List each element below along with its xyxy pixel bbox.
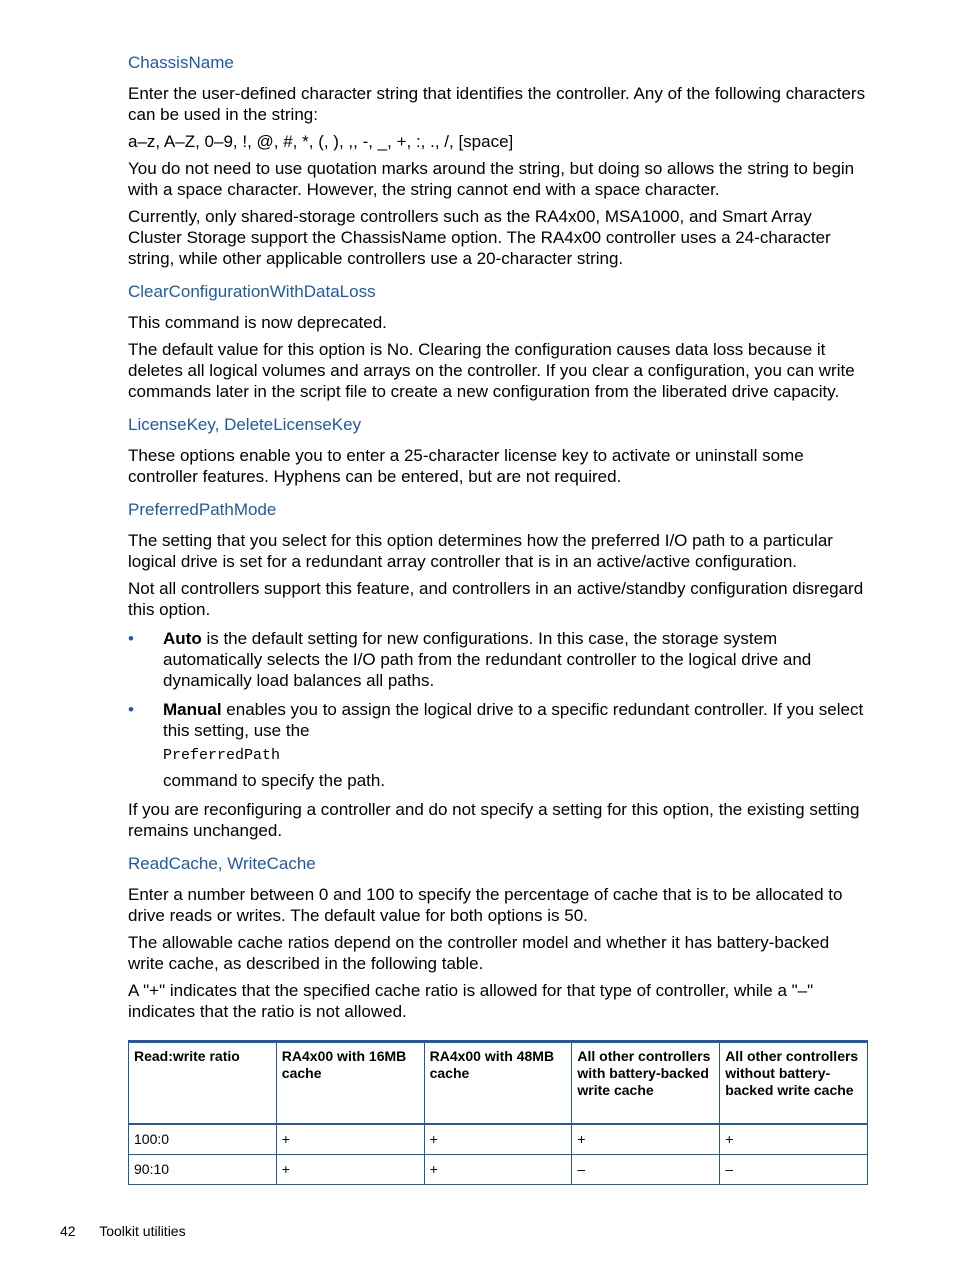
heading-licensekey: LicenseKey, DeleteLicenseKey <box>128 415 362 434</box>
section-chassisname <box>128 52 868 269</box>
term-auto: Auto <box>163 629 202 648</box>
paragraph: a–z, A–Z, 0–9, !, @, #, *, (, ), ,, -, _, +, :, ., /, [space] <box>128 132 514 151</box>
column-header: All other controllers without battery-backed write cache <box>720 1042 868 1125</box>
heading-chassisname: ChassisName <box>128 53 234 72</box>
table-header-row <box>129 1042 868 1125</box>
column-header: All other controllers with battery-backed write cache <box>572 1042 720 1125</box>
table-cell: + <box>720 1124 868 1155</box>
heading-clearconfiguration: ClearConfigurationWithDataLoss <box>128 282 376 301</box>
column-header: Read:write ratio <box>129 1042 277 1125</box>
term-manual: Manual <box>163 700 222 719</box>
heading-readcache: ReadCache, WriteCache <box>128 854 316 873</box>
list-item-text: command to specify the path. <box>163 771 386 790</box>
list-item <box>128 699 868 791</box>
list-item <box>128 628 868 691</box>
column-header: RA4x00 with 16MB cache <box>276 1042 424 1125</box>
table-row <box>129 1124 868 1155</box>
table-row <box>129 1155 868 1185</box>
paragraph: A "+" indicates that the specified cache ratio is allowed for that type of controller, while a "–" indicates that the ratio is not allowed. <box>128 981 814 1021</box>
paragraph: This command is now deprecated. <box>128 313 387 332</box>
section-licensekey <box>128 414 868 487</box>
paragraph: These options enable you to enter a 25-character license key to activate or uninstall some controller features. Hyphens can be entered, but are not required. <box>128 446 804 486</box>
paragraph: Not all controllers support this feature, and controllers in an active/standby configuration disregard this option. <box>128 579 864 619</box>
table-cell: 90:10 <box>129 1155 277 1185</box>
paragraph: Enter a number between 0 and 100 to specify the percentage of cache that is to be allocated to drive reads or writes. The default value for both options is 50. <box>128 885 843 925</box>
footer-section-title: Toolkit utilities <box>99 1223 186 1239</box>
table-cell: 100:0 <box>129 1124 277 1155</box>
table-cell: – <box>572 1155 720 1185</box>
table-cell: + <box>424 1155 572 1185</box>
table-cell: + <box>276 1124 424 1155</box>
paragraph: Enter the user-defined character string that identifies the controller. Any of the following characters can be used in the string: <box>128 84 866 124</box>
section-clearconfiguration <box>128 281 868 402</box>
table-cell: + <box>572 1124 720 1155</box>
page-footer <box>60 1223 206 1239</box>
paragraph: If you are reconfiguring a controller and do not specify a setting for this option, the existing setting remains unchanged. <box>128 800 860 840</box>
code-preferredpath: PreferredPath <box>163 747 281 764</box>
bullet-list <box>128 628 868 791</box>
heading-preferredpathmode: PreferredPathMode <box>128 500 277 519</box>
column-header: RA4x00 with 48MB cache <box>424 1042 572 1125</box>
section-preferredpathmode <box>128 499 868 841</box>
section-readcache <box>128 853 868 1185</box>
table-cell: – <box>720 1155 868 1185</box>
bullet-icon: • <box>128 700 134 719</box>
page-content <box>128 52 868 1197</box>
table-cell: + <box>276 1155 424 1185</box>
paragraph: The default value for this option is No. Clearing the configuration causes data loss because it deletes all logical volumes and arrays on the controller. If you clear a configuration, you can write commands later in the script file to create a new configuration from the liberated drive capacity. <box>128 340 855 401</box>
page-number: 42 <box>60 1223 76 1239</box>
paragraph: The setting that you select for this option determines how the preferred I/O path to a particular logical drive is set for a redundant array controller that is in an active/active configuration. <box>128 531 833 571</box>
bullet-icon: • <box>128 629 134 648</box>
list-item-text: is the default setting for new configurations. In this case, the storage system automatically selects the I/O path from the redundant controller to the logical drive and dynamically load balances all paths. <box>163 629 812 690</box>
paragraph: Currently, only shared-storage controllers such as the RA4x00, MSA1000, and Smart Array Cluster Storage support the ChassisName option. The RA4x00 controller uses a 24-character string, while other applicable controllers use a 20-character string. <box>128 207 831 268</box>
cache-ratio-table <box>128 1040 868 1185</box>
list-item-text: enables you to assign the logical drive to a specific redundant controller. If you select this setting, use the <box>163 700 864 740</box>
paragraph: You do not need to use quotation marks around the string, but doing so allows the string to begin with a space character. However, the string cannot end with a space character. <box>128 159 855 199</box>
paragraph: The allowable cache ratios depend on the controller model and whether it has battery-backed write cache, as described in the following table. <box>128 933 830 973</box>
table-cell: + <box>424 1124 572 1155</box>
